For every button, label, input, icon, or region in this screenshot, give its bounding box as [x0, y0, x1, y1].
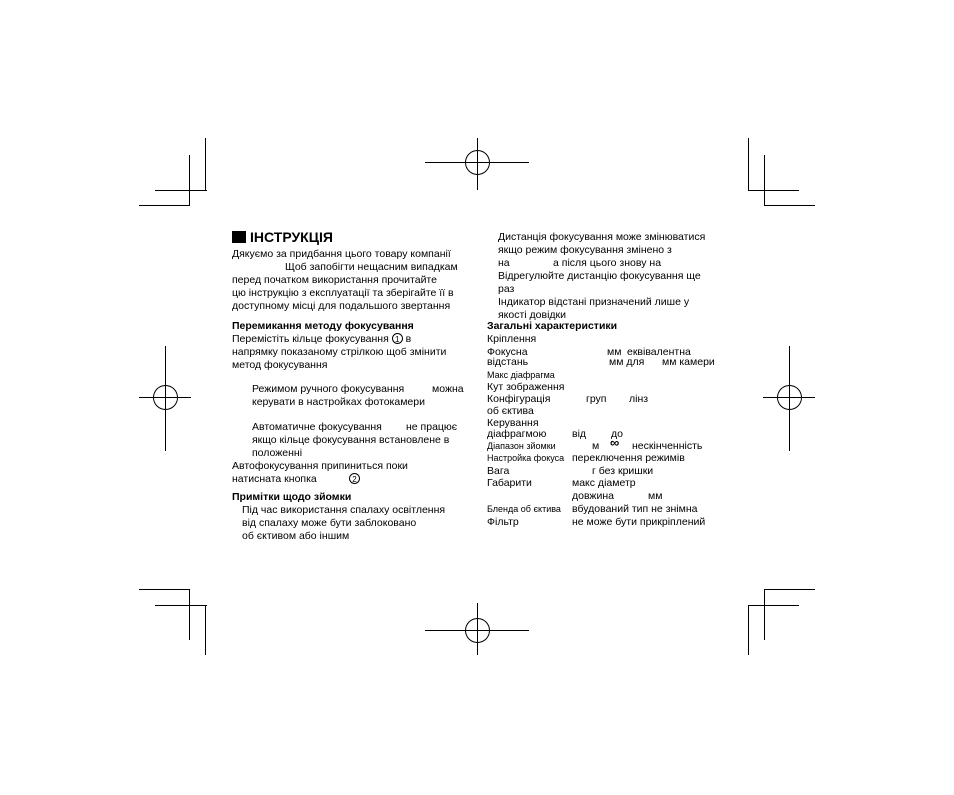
spec-value: довжина	[572, 490, 614, 502]
spec-value: нескінченність	[632, 440, 703, 452]
registration-circle	[465, 150, 490, 175]
spec-value: лінз	[629, 393, 649, 405]
registration-circle	[153, 385, 178, 410]
crop-mark-line	[748, 138, 749, 190]
spec-label: Конфігурація	[487, 393, 551, 405]
spec-value: макс діаметр	[572, 477, 636, 489]
af-note-line: положенні	[252, 447, 303, 459]
af-stop-line: Автофокусування припиниться поки	[232, 460, 408, 472]
crop-mark-line	[764, 589, 765, 640]
section-heading: Примітки щодо зйомки	[232, 491, 352, 503]
page-title	[232, 229, 333, 245]
crop-mark-line	[189, 589, 190, 640]
focus-switch-text: в	[405, 333, 412, 345]
focus-switch-line	[232, 333, 411, 345]
black-square-icon	[232, 231, 246, 243]
spec-value: мм	[648, 490, 663, 502]
spec-label: Фільтр	[487, 516, 519, 528]
af-note-line: не працює	[406, 421, 458, 433]
focus-note-line: Відрегулюйте дистанцію фокусування ще	[498, 270, 701, 282]
focus-switch-line: напрямку показаному стрілкою щоб змінити	[232, 346, 447, 358]
spec-label: Настройка фокуса	[487, 453, 565, 463]
section-heading: Загальні характеристики	[487, 320, 618, 332]
focus-note-line: Індикатор відстані призначений лише у	[498, 296, 690, 308]
registration-circle	[465, 618, 490, 643]
af-stop-line: натисната кнопка	[232, 473, 317, 485]
spec-label: Бленда об єктива	[487, 504, 561, 514]
crop-mark-line	[764, 205, 815, 206]
circled-number-1: 1	[392, 333, 403, 344]
spec-value: мм камери	[662, 356, 715, 368]
mf-note-line: можна	[432, 383, 464, 395]
focus-note-line: якщо режим фокусування змінено з	[498, 244, 672, 256]
crop-mark-line	[189, 155, 190, 206]
registration-circle	[777, 385, 802, 410]
spec-label: Кріплення	[487, 333, 537, 345]
shooting-note-line: від спалаху може бути заблоковано	[242, 517, 417, 529]
infinity-symbol: ∞	[610, 435, 620, 450]
spec-label: Кут зображення	[487, 381, 565, 393]
spec-value: мм для	[609, 356, 645, 368]
crop-mark-line	[205, 138, 206, 190]
spec-value: мм	[607, 346, 622, 358]
mf-note-line: Режимом ручного фокусування	[252, 383, 405, 395]
page-title-text: ІНСТРУКЦІЯ	[250, 229, 333, 245]
mf-note-line: керувати в настройках фотокамери	[252, 396, 425, 408]
intro-line: перед початком використання прочитайте	[232, 274, 437, 286]
spec-label: Діапазон зйомки	[487, 441, 556, 451]
spec-label: відстань	[487, 356, 529, 368]
crop-mark-line	[155, 190, 207, 191]
spec-value: до	[611, 428, 623, 440]
crop-mark-line	[139, 205, 189, 206]
spec-value: еквівалентна	[627, 346, 691, 358]
af-note-line: Автоматичне фокусування	[252, 421, 382, 433]
crop-mark-line	[748, 605, 749, 655]
spec-value: г без кришки	[592, 465, 654, 477]
shooting-note-line: об єктивом або іншим	[242, 530, 350, 542]
spec-label: Макс діафрагма	[487, 370, 555, 380]
focus-note-line: якості довідки	[498, 309, 567, 321]
shooting-note-line: Під час використання спалаху освітлення	[242, 504, 446, 516]
spec-label: об єктива	[487, 405, 534, 417]
spec-value: груп	[586, 393, 607, 405]
focus-note-line: раз	[498, 283, 515, 295]
crop-mark-line	[139, 589, 189, 590]
spec-label: Керування	[487, 417, 539, 429]
crop-mark-line	[764, 155, 765, 206]
crop-mark-line	[748, 605, 799, 606]
intro-line: цю інструкцію з експлуатації та зберігайте її в	[232, 287, 454, 299]
crop-mark-line	[205, 605, 206, 655]
spec-label: Габарити	[487, 477, 532, 489]
focus-note-line: Дистанція фокусування може змінюватися	[498, 231, 706, 243]
spec-value: м	[592, 440, 600, 452]
spec-label: діафрагмою	[487, 428, 547, 440]
spec-value: від	[572, 428, 587, 440]
spec-value: не може бути прикріплений	[572, 516, 706, 528]
intro-line: Щоб запобігти нещасним випадкам	[285, 261, 458, 273]
spec-value: вбудований тип не знімна	[572, 503, 698, 515]
focus-switch-line: метод фокусування	[232, 359, 328, 371]
af-note-line: якщо кільце фокусування встановлене в	[252, 434, 450, 446]
crop-mark-line	[748, 190, 799, 191]
focus-note-line: а після цього знову на	[553, 257, 662, 269]
section-heading: Перемикання методу фокусування	[232, 320, 414, 332]
focus-note-line: на	[498, 257, 510, 269]
crop-mark-line	[764, 589, 815, 590]
crop-mark-line	[155, 605, 207, 606]
spec-value: переключення режимів	[572, 452, 685, 464]
spec-label: Вага	[487, 465, 510, 477]
spec-label: Фокусна	[487, 346, 528, 358]
focus-switch-text: Перемістіть кільце фокусування	[232, 333, 389, 345]
circled-number-2: 2	[349, 473, 360, 484]
intro-line: доступному місці для подальшого звертання	[232, 300, 451, 312]
intro-line: Дякуємо за придбання цього товару компанії	[232, 248, 451, 260]
